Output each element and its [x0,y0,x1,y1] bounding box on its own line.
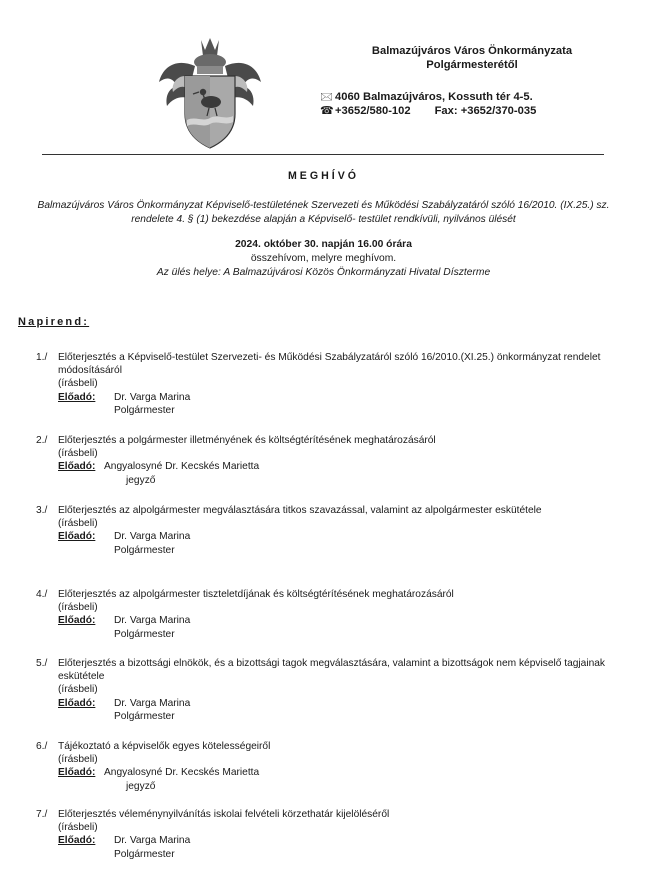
phone-row [320,104,536,118]
address-row [320,90,536,104]
item-number: 5./ [36,658,48,669]
item-number: 6./ [36,741,48,752]
intro-paragraph: Balmazújváros Város Önkormányzat Képviselő-testületének Szervezeti és Működési Szabályzatáról szóló 16/2010. (IX.25.) sz. rendelete 4. § (1) bekezdése alapján a Képviselő- testület rendkívüli, nyilvános ülését [37,200,610,225]
presenter-label: Előadó: [58,615,96,627]
item-kind: (írásbeli) [58,518,98,530]
agenda-item [36,740,616,793]
item-kind: (írásbeli) [58,448,98,460]
presenter-role: jegyző [126,474,156,486]
presenter [58,697,616,723]
presenter-role: Polgármester [114,710,175,722]
item-text: Előterjesztés az alpolgármester tiszteletdíjának és költségtérítésének meghatározásáról [58,589,454,600]
presenter-label: Előadó: [58,391,96,403]
item-text: Előterjesztés a Képviselő-testület Szervezeti- és Működési Szabályzatáról szóló 16/2010.(XI.25.) önkormányzat rendelet módosításáról [58,352,601,377]
address-text: 4060 Balmazújváros, Kossuth tér 4-5. [335,91,533,103]
agenda-item [36,657,616,723]
item-number: 2./ [36,435,48,446]
agenda-heading: Napirend: [18,316,90,328]
presenter-name: Angyalosyné Dr. Kecskés Marietta [104,461,260,473]
item-number: 4./ [36,589,48,600]
document-title: MEGHÍVÓ [287,170,360,182]
presenter-label: Előadó: [58,461,96,473]
presenter-name: Dr. Varga Marina [114,697,191,709]
item-kind: (írásbeli) [58,602,98,614]
meeting-date: 2024. október 30. napján 16.00 órára [235,239,412,250]
item-number: 7./ [36,809,48,820]
item-text: Előterjesztés az alpolgármester megválasztására titkos szavazással, valamint az alpolgármester eskütétele [58,505,542,516]
item-number: 3./ [36,505,48,516]
presenter [58,766,616,792]
presenter-role: jegyző [126,780,156,792]
item-kind: (írásbeli) [58,378,98,390]
presenter-role: Polgármester [114,544,175,556]
organization-line-2: Polgármesterétől [426,59,518,71]
presenter-label: Előadó: [58,835,96,847]
item-kind: (írásbeli) [58,684,98,696]
presenter-label: Előadó: [58,697,96,709]
agenda-item [36,808,616,861]
presenter-name: Dr. Varga Marina [114,531,191,543]
presenter [58,834,616,860]
meeting-details [0,238,647,280]
item-text: Tájékoztató a képviselők egyes kötelességeiről [58,741,271,752]
presenter [58,530,616,556]
organization-name [312,44,632,72]
agenda-item [36,504,616,557]
item-text: Előterjesztés a bizottsági elnökök, és a bizottsági tagok megválasztására, valamint a bizottságok nem képviselő tagjainak eskütétele [58,658,606,683]
item-number: 1./ [36,352,48,363]
meeting-place: Az ülés helye: A Balmazújvárosi Közös Önkormányzati Hivatal Díszterme [156,267,491,278]
presenter [58,460,616,486]
header-divider [42,154,604,155]
presenter-role: Polgármester [114,404,175,416]
item-text: Előterjesztés véleménynyilvánítás iskolai felvételi körzethatár kijelöléséről [58,809,390,820]
item-kind: (írásbeli) [58,822,98,834]
presenter-name: Angyalosyné Dr. Kecskés Marietta [104,767,260,779]
meeting-convene: összehívom, melyre meghívom. [250,253,397,264]
agenda-item [36,434,616,487]
presenter-label: Előadó: [58,531,96,543]
presenter-role: Polgármester [114,848,175,860]
presenter-name: Dr. Varga Marina [114,835,191,847]
presenter-name: Dr. Varga Marina [114,615,191,627]
fax-text: Fax: +3652/370-035 [434,105,537,117]
item-text: Előterjesztés a polgármester illetményének és költségtérítésének meghatározásáról [58,435,436,446]
presenter-role: Polgármester [114,628,175,640]
presenter-label: Előadó: [58,767,96,779]
contact-block [320,90,536,118]
coat-of-arms-icon [155,36,265,150]
agenda-item [36,351,616,417]
agenda-item [36,588,616,641]
organization-line-1: Balmazújváros Város Önkormányzata [371,45,573,57]
telephone-icon: ☎ [320,105,334,117]
phone-text: +3652/580-102 [335,105,411,117]
presenter [58,614,616,640]
item-kind: (írásbeli) [58,754,98,766]
presenter [58,391,616,417]
presenter-name: Dr. Varga Marina [114,391,191,403]
envelope-icon: 🖂 [320,91,334,103]
